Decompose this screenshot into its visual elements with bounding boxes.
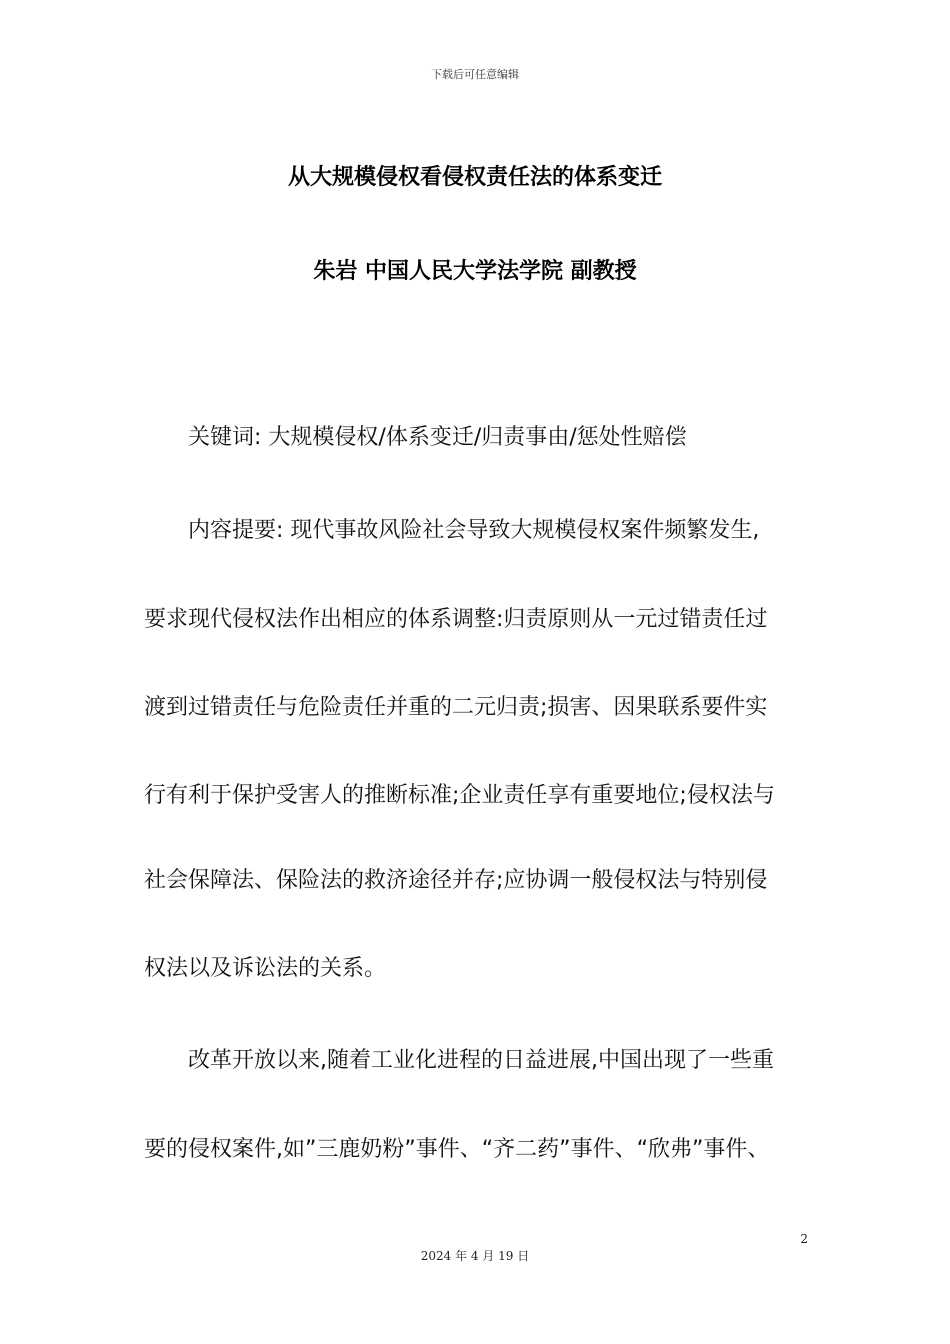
abstract-line-1: 内容提要: 现代事故风险社会导致大规模侵权案件频繁发生, (144, 518, 760, 543)
abstract-line-2: 要求现代侵权法作出相应的体系调整:归责原则从一元过错责任过 (144, 607, 768, 632)
document-author: 朱岩 中国人民大学法学院 副教授 (313, 259, 637, 284)
abstract-line-5: 社会保障法、保险法的救济途径并存;应协调一般侵权法与特别侵 (144, 868, 768, 893)
body-paragraph-line-1: 改革开放以来,随着工业化进程的日益进展,中国出现了一些重 (144, 1048, 774, 1073)
document-title: 从大规模侵权看侵权责任法的体系变迁 (287, 165, 662, 190)
footer-date: 2024 年 4 月 19 日 (420, 1249, 530, 1263)
abstract-line-3: 渡到过错责任与危险责任并重的二元归责;损害、因果联系要件实 (144, 695, 768, 720)
abstract-line-6: 权法以及诉讼法的关系。 (144, 956, 387, 981)
header-note: 下载后可任意编辑 (431, 68, 519, 81)
keywords-line: 关键词: 大规模侵权/体系变迁/归责事由/惩处性赔偿 (144, 425, 687, 450)
body-paragraph-line-2: 要的侵权案件,如”三鹿奶粉”事件、“齐二药”事件、“欣弗”事件、 (144, 1137, 770, 1162)
abstract-line-4: 行有利于保护受害人的推断标准;企业责任享有重要地位;侵权法与 (144, 783, 775, 808)
page-number: 2 (800, 1232, 808, 1246)
